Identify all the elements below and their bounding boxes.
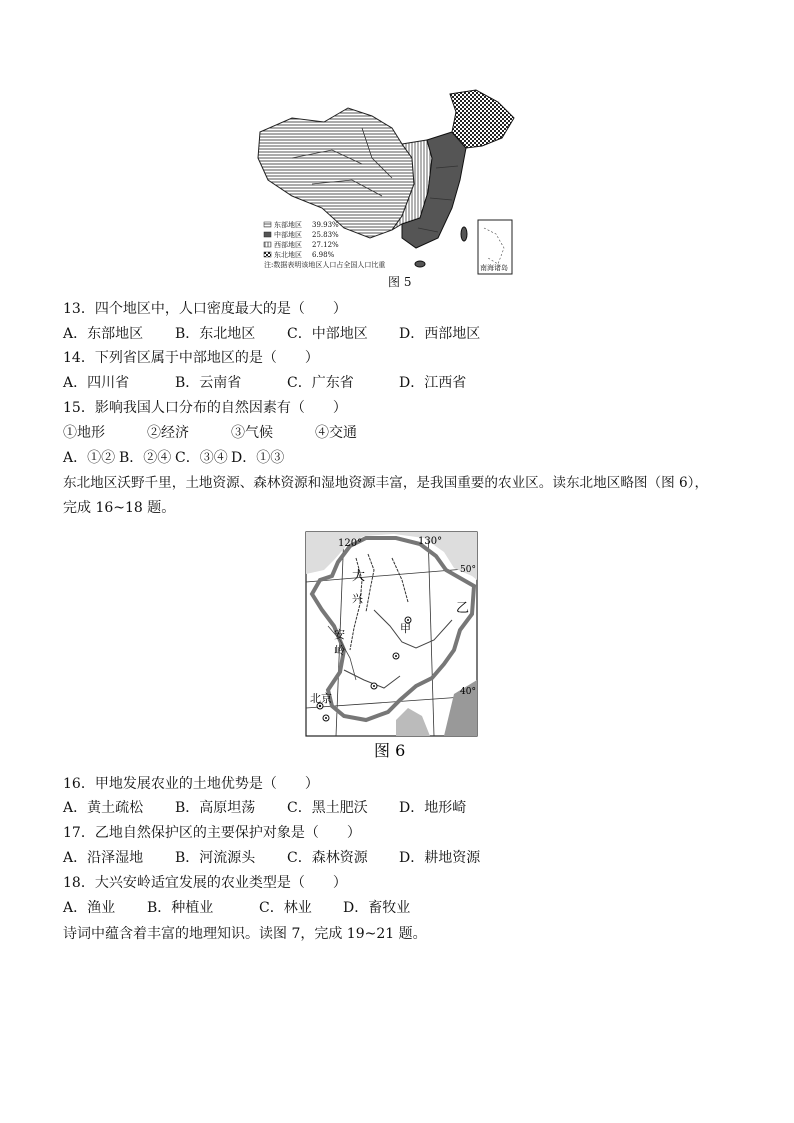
question-15-stem: 15．影响我国人口分布的自然因素有（ ） [63, 400, 347, 416]
q15-factor-3: ③气候 [231, 425, 273, 441]
label-xing: 兴 [352, 592, 363, 605]
lon-120-label: 120° [338, 538, 363, 549]
intro-16-18-line1: 东北地区沃野千里，土地资源、森林资源和湿地资源丰富，是我国重要的农业区。读东北地区略图（图 6）， [63, 475, 709, 491]
q18-option-d[interactable]: D．畜牧业 [343, 900, 411, 916]
q17-option-c[interactable]: C．森林资源 [287, 850, 368, 866]
legend-central-value: 25.83% [312, 231, 339, 239]
q17-option-a[interactable]: A．沿泽湿地 [63, 850, 144, 866]
question-14-options [63, 374, 763, 392]
q15-factor-1: ①地形 [63, 425, 105, 441]
inset-label: 南海诸岛 [480, 264, 508, 272]
q16-option-d[interactable]: D．地形崎 [399, 800, 467, 816]
q14-option-b[interactable]: B．云南省 [175, 375, 242, 391]
label-an: 安 [334, 628, 345, 641]
question-13-options [63, 325, 763, 343]
q15-option-c[interactable]: C．③④ [175, 450, 228, 466]
lat-40-label: 40° [460, 687, 476, 697]
west-region [258, 108, 414, 238]
q13-option-b[interactable]: B．东北地区 [175, 326, 256, 342]
legend-note: 注:数据表明该地区人口占全国人口比重 [264, 261, 386, 269]
figure-5-caption: 图 5 [388, 275, 412, 289]
q14-option-c[interactable]: C．广东省 [287, 375, 354, 391]
lon-130-label: 130° [418, 536, 443, 547]
q15-option-d[interactable]: D．①③ [231, 450, 285, 466]
q16-option-a[interactable]: A．黄土疏松 [63, 800, 144, 816]
question-15-factors [63, 424, 763, 442]
intro-16-18-line2: 完成 16~18 题。 [63, 500, 176, 516]
q17-option-b[interactable]: B．河流源头 [175, 850, 256, 866]
q18-option-b[interactable]: B．种植业 [147, 900, 214, 916]
q15-factor-2: ②经济 [147, 425, 189, 441]
q18-option-c[interactable]: C．林业 [259, 900, 312, 916]
legend-northeast-label: 东北地区 [274, 251, 302, 259]
legend-west-label: 西部地区 [274, 241, 302, 249]
question-18-stem: 18．大兴安岭适宜发展的农业类型是（ ） [63, 875, 347, 891]
china-regions-map [252, 88, 548, 292]
q16-option-c[interactable]: C．黑土肥沃 [287, 800, 368, 816]
northeast-region [450, 90, 514, 148]
question-13-stem: 13．四个地区中，人口密度最大的是（ ） [63, 301, 347, 317]
q15-factor-4: ④交通 [315, 425, 357, 441]
label-beijing: 北京 [310, 692, 332, 705]
q18-option-a[interactable]: A．渔业 [63, 900, 116, 916]
legend-east-label: 东部地区 [274, 221, 302, 229]
label-yi: 乙 [456, 601, 470, 616]
label-ling: 岭 [334, 644, 345, 657]
legend-east-value: 39.93% [312, 221, 339, 229]
question-16-options [63, 799, 763, 817]
question-15-options [63, 449, 763, 467]
q13-option-a[interactable]: A．东部地区 [63, 326, 144, 342]
intro-19-21: 诗词中蕴含着丰富的地理知识。读图 7，完成 19~21 题。 [63, 926, 427, 942]
question-17-stem: 17．乙地自然保护区的主要保护对象是（ ） [63, 825, 361, 841]
legend-west-value: 27.12% [312, 241, 339, 249]
question-18-options [63, 899, 763, 917]
figure-6-caption: 图 6 [374, 741, 406, 760]
northeast-china-map [304, 530, 479, 763]
q16-option-b[interactable]: B．高原坦荡 [175, 800, 256, 816]
question-16-stem: 16．甲地发展农业的土地优势是（ ） [63, 776, 319, 792]
q14-option-a[interactable]: A．四川省 [63, 375, 130, 391]
legend-central-label: 中部地区 [274, 231, 302, 239]
q15-option-a[interactable]: A．①② [63, 450, 116, 466]
lat-50-label: 50° [460, 565, 476, 575]
question-14-stem: 14．下列省区属于中部地区的是（ ） [63, 350, 319, 366]
question-17-options [63, 849, 763, 867]
q17-option-d[interactable]: D．耕地资源 [399, 850, 481, 866]
legend-northeast-value: 6.98% [312, 251, 335, 259]
q15-option-b[interactable]: B．②④ [119, 450, 172, 466]
q13-option-c[interactable]: C．中部地区 [287, 326, 368, 342]
figure-5-china-population-map [252, 88, 548, 292]
q14-option-d[interactable]: D．江西省 [399, 375, 467, 391]
figure-6-northeast-map [304, 530, 479, 763]
label-jia: 甲 [400, 622, 411, 635]
label-da: 大 [352, 569, 366, 584]
q13-option-d[interactable]: D．西部地区 [399, 326, 481, 342]
